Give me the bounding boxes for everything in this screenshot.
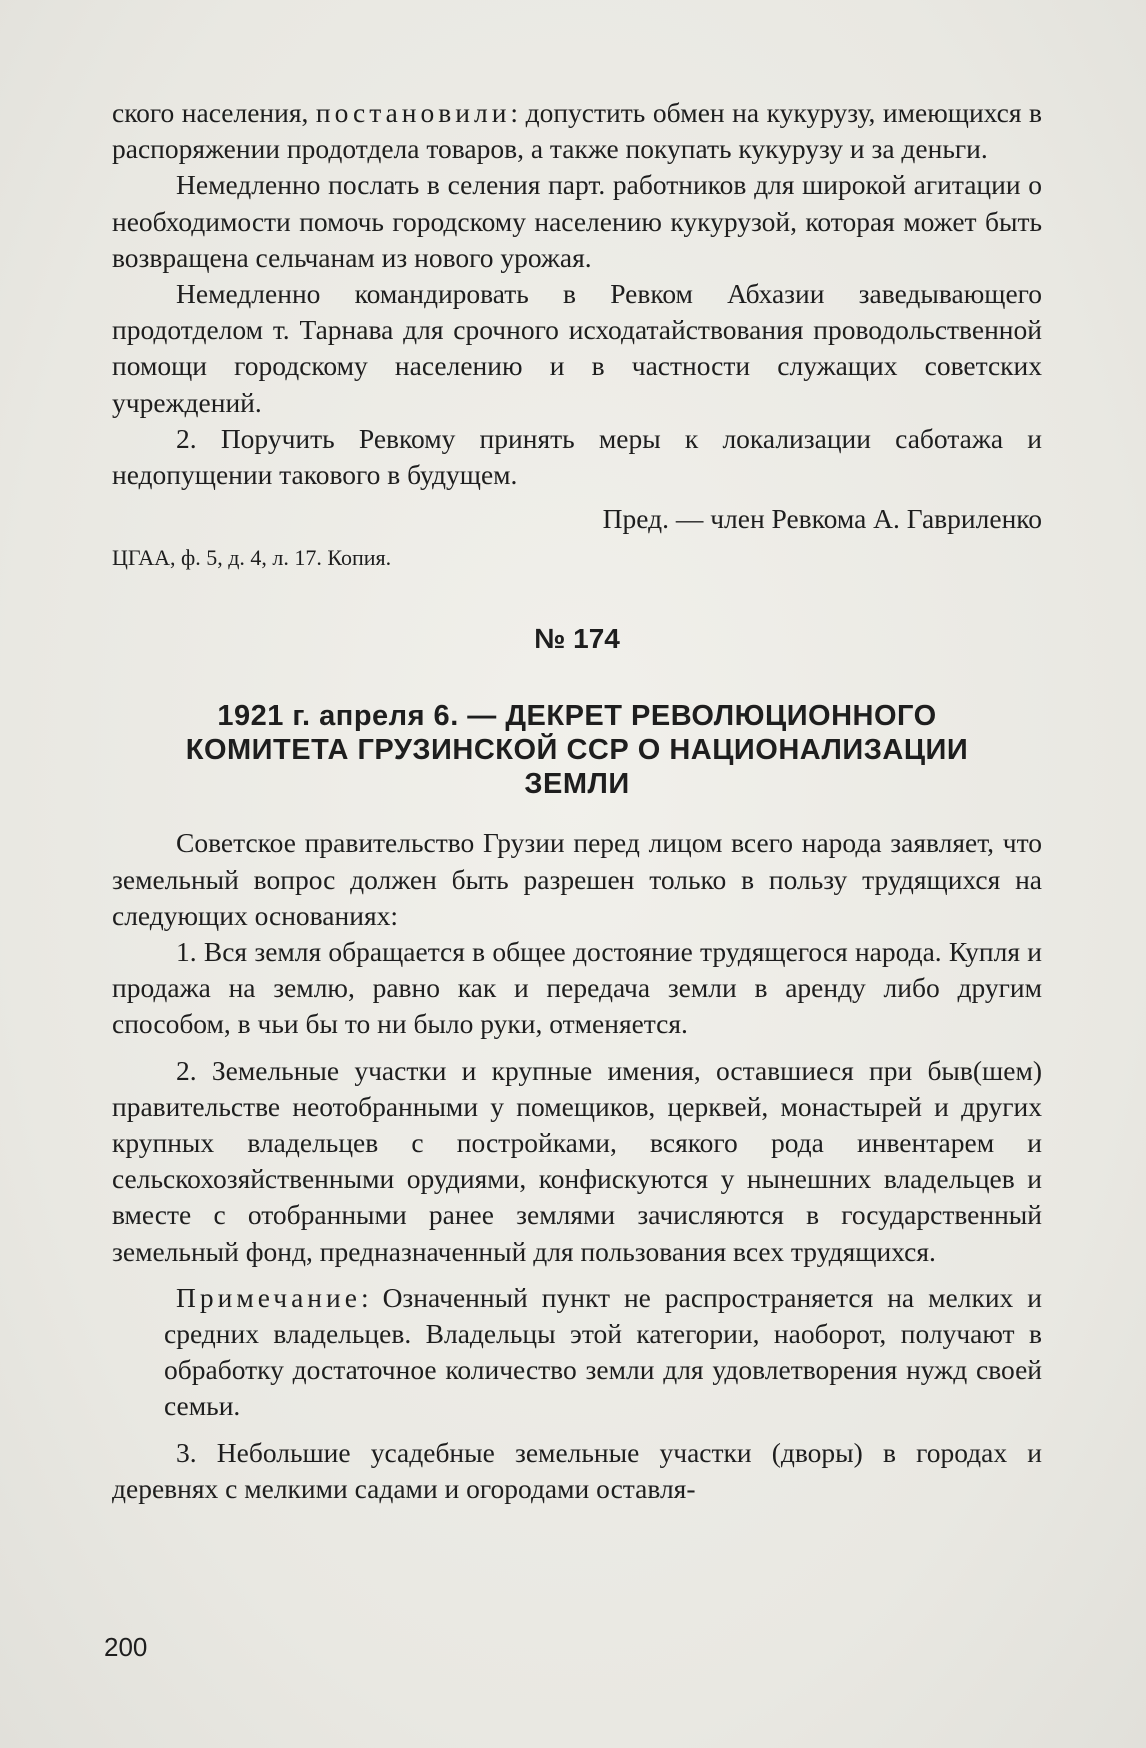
text-run: : допустить обмен на кукурузу, имеющихся в распоряжении продотдела товаров, а также покупать кукурузу и за деньги.: [112, 97, 1042, 165]
note-label: Примечание: [176, 1281, 361, 1313]
text-column: [112, 95, 1042, 1507]
text-run: ского населения,: [112, 97, 316, 128]
paragraph-point-1: 1. Вся земля обращается в общее достояние трудящегося народа. Купля и продажа на землю, равно как и передача земли в аренду либо другим способом, в чьи бы то ни было руки, отменяется.: [112, 936, 1042, 1040]
signature: Пред. — член Ревкома А. Гавриленко: [602, 503, 1042, 535]
document-number: № 174: [534, 623, 620, 655]
heading-line: КОМИТЕТА ГРУЗИНСКОЙ ССР О НАЦИОНАЛИЗАЦИИ: [185, 734, 969, 767]
note-block: [112, 1280, 1042, 1425]
spaced-text: постановили: [315, 97, 511, 128]
page-number: 200: [104, 1632, 148, 1662]
paragraph-command: Немедленно командировать в Ревком Абхазии заведывающего продотделом т. Тарнава для срочного исходатайствования проводольственной помощи городскому населению и в частности служащих советских учреждений.: [112, 278, 1042, 418]
paragraph-point-3: 3. Небольшие усадебные земельные участки (дворы) в городах и деревнях с мелкими садами и огородами оставля-: [112, 1436, 1042, 1504]
paragraph-note: [112, 1280, 1042, 1425]
paragraph-intro: Советское правительство Грузии перед лицом всего народа заявляет, что земельный вопрос должен быть разрешен только в пользу трудящихся на следующих основаниях:: [112, 827, 1042, 931]
heading-line: 1921 г. апреля 6. — ДЕКРЕТ РЕВОЛЮЦИОННОГО: [217, 700, 937, 733]
document-heading: [112, 699, 1042, 801]
paragraph-sabotage: 2. Поручить Ревкому принять меры к локализации саботажа и недопущении такового в будущем.: [112, 422, 1042, 491]
heading-line: ЗЕМЛИ: [524, 768, 630, 801]
archive-reference: ЦГАА, ф. 5, д. 4, л. 17. Копия.: [112, 545, 392, 571]
paragraph-continuation: [112, 95, 1042, 167]
note-text: : Означенный пункт не распространяется на мелких и средних владельцев. Владельцы этой категории, наоборот, получают в обработку достаточное количество земли для удовлетворения нужд своей семьи.: [164, 1281, 1042, 1422]
paragraph-agitation: Немедленно послать в селения парт. работников для широкой агитации о необходимости помочь городскому населению кукурузой, которая может быть возвращена сельчанам из нового урожая.: [112, 169, 1042, 273]
paragraph-point-2: 2. Земельные участки и крупные имения, оставшиеся при быв(шем) правительстве неотобранными у помещиков, церквей, монастырей и других крупных владельцев с постройками, всякого рода инвентарем и сельскохозяйственными орудиями, конфискуются у нынешних владельцев и вместе с отобранными ранее землями зачисляются в государственный земельный фонд, предназначенный для пользования всех трудящихся.: [112, 1054, 1042, 1267]
